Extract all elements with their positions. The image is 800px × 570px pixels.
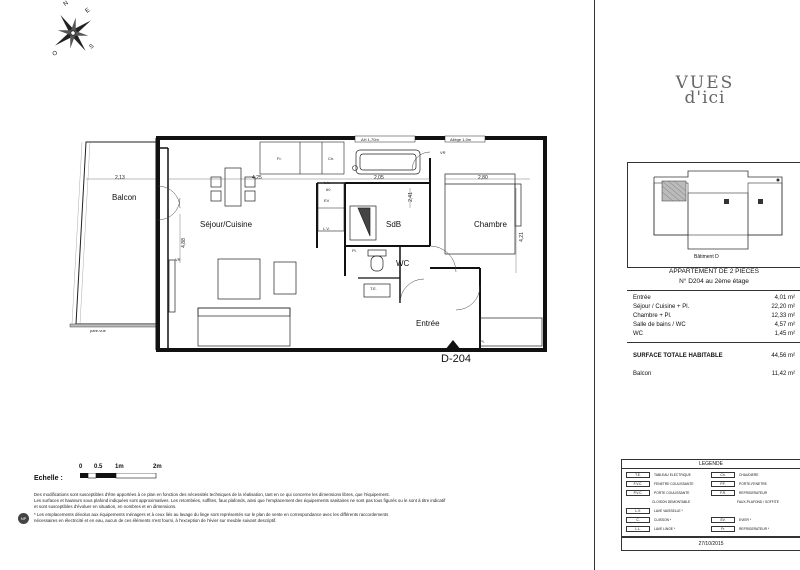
legend-code: P.F.: [711, 481, 735, 487]
fixture-te: T.E.: [370, 286, 377, 291]
surface-value: 1,45 m²: [774, 331, 795, 337]
legend-rows: [622, 469, 800, 534]
legend-item: [711, 490, 796, 496]
fixture-ev: EV: [324, 198, 330, 203]
apartment-title: APPARTEMENT DE 2 PIECES: [669, 268, 759, 275]
fixture-pl-2: Pl.: [480, 339, 485, 344]
balcon-value: 11,42 m²: [771, 371, 795, 377]
note-line: Des modifications sont susceptibles d'être apportées à ce plan en fonction des nécessités techniques de la réalisation, tant en ce qui concerne les dimensions libres, que l'équipement.: [34, 492, 390, 497]
total-rule: [627, 342, 800, 343]
dim-sejour-height: 4,88: [180, 238, 187, 248]
note-line: * Les emplacements dévolus aux équipements ménagers et à ceux liés au lavage du linge sont représentés sur le plan de vente en correspondance avec les différents raccordements: [34, 512, 389, 517]
room-label-balcon: Balcon: [112, 193, 137, 202]
surface-label: Chambre + Pl.: [633, 313, 672, 319]
date-box: [621, 537, 800, 551]
legend-code: F.R.: [711, 490, 735, 496]
legend-title: LEGENDE: [622, 460, 800, 469]
fixture-vr-2: VR: [440, 150, 446, 155]
balcon-label: Balcon: [633, 371, 652, 377]
legend-label: CUISSON *: [654, 517, 672, 522]
legend-item: [626, 500, 711, 504]
fixture-ll: L.L.: [324, 180, 331, 185]
surface-row: [627, 312, 800, 321]
scale-tick-0: 0: [79, 464, 83, 470]
surface-value: 4,01 m²: [774, 295, 795, 301]
legend-item: [626, 517, 711, 523]
legend-code: T.E.: [626, 472, 650, 478]
legend-item: [626, 472, 711, 478]
surface-label: Entrée: [633, 295, 651, 301]
legend-item: [711, 517, 796, 523]
key-plan-frame: [627, 162, 800, 268]
surface-label: Séjour / Cuisine + Pl.: [633, 304, 690, 310]
floor-plan: [60, 128, 560, 373]
legend-label: FENETRE COULISSANTE: [654, 481, 694, 486]
legend-label: EVIER *: [739, 517, 752, 522]
legend-label: LAVE LINGE *: [654, 526, 676, 531]
room-label-sdb: SdB: [386, 220, 402, 229]
apartment-subtitle: N° D204 au 2ème étage: [679, 278, 749, 285]
room-label-sejour: Séjour/Cuisine: [200, 220, 253, 229]
legend-row: [626, 479, 796, 488]
legend-row: [626, 506, 796, 515]
title-rule: [627, 290, 800, 291]
balcon-row: [627, 370, 800, 379]
balcony-area: [70, 142, 160, 327]
legend-item: [711, 472, 796, 478]
dim-sejour-width: 4,25: [252, 175, 262, 181]
date-label: 27/10/2015: [698, 541, 724, 547]
legend-code: EV.: [711, 517, 735, 523]
room-label-chambre: Chambre: [474, 220, 507, 229]
surface-row: [627, 294, 800, 303]
total-row: [627, 352, 800, 361]
fixture-val: 60: [326, 187, 331, 192]
surface-label: WC: [633, 331, 643, 337]
note-line: nécessaires en électricité et en eau, aucun de ces éléments n'est fourni, à l'exception de l'évier sur meuble suivant descriptif.: [34, 518, 277, 523]
surface-row: [627, 303, 800, 312]
scale-tick-2: 1m: [115, 464, 124, 470]
legend-row: [626, 524, 796, 533]
surface-value: 12,33 m²: [771, 313, 795, 319]
compass-o: O: [51, 50, 59, 58]
room-label-entree: Entrée: [416, 319, 440, 328]
legend-item: [626, 490, 711, 496]
legend-label: LAVE VAISSELLE *: [654, 508, 683, 513]
surface-value: 22,20 m²: [771, 304, 795, 310]
np-badge-text: NP: [20, 516, 27, 521]
fixture-pl-1: Pl.: [352, 248, 357, 253]
compass-rose: [28, 2, 118, 64]
compass-s: S: [88, 43, 96, 51]
legend-code: C.: [626, 517, 650, 523]
legend-code: Fr.: [711, 526, 735, 532]
legend-code: L.L.: [626, 526, 650, 532]
scale-bar: [80, 473, 170, 479]
legend-item: [626, 508, 711, 514]
notes-block: [34, 492, 594, 524]
surface-value: 4,57 m²: [774, 322, 795, 328]
scale-tick-3: 2m: [153, 464, 162, 470]
legend-box: [621, 459, 800, 537]
dim-sdb-height: 2,41: [407, 192, 414, 202]
brand-line-2: d'ici: [684, 88, 726, 108]
legend-label: REFRIGERATEUR *: [739, 526, 770, 531]
legend-code: L.V.: [626, 508, 650, 514]
legend-row: [626, 497, 796, 506]
surface-table: [627, 294, 800, 339]
brand-line-1: VUES: [675, 73, 735, 93]
legend-code: F.V.C.: [626, 481, 650, 487]
legend-label: TABLEAU ELECTRIQUE: [654, 472, 691, 477]
legend-label: REFRIGERATEUR: [739, 490, 767, 495]
surface-row: [627, 321, 800, 330]
legend-item: [711, 481, 796, 487]
legend-code: Ch.: [711, 472, 735, 478]
legend-label: FAUX-PLAFOND / SOFFITE: [737, 499, 779, 504]
legend-code: P.V.C.: [626, 490, 650, 496]
legend-row: [626, 488, 796, 497]
legend-row: [626, 470, 796, 479]
total-label: SURFACE TOTALE HABITABLE: [633, 353, 723, 359]
legend-row: [626, 515, 796, 524]
legend-label: CLOISON DEMONTABLE: [652, 499, 691, 504]
window-label-a: AH 1,70m: [361, 137, 379, 142]
surface-label: Salle de bains / WC: [633, 322, 686, 328]
room-label-wc: WC: [396, 259, 410, 268]
key-plan: [628, 163, 800, 267]
scale-tick-1: 0.5: [94, 464, 103, 470]
brand-logo: [655, 73, 755, 108]
note-line: Les surfaces et hauteurs sous plafond indiquées sont approximatives. Les retombées, soffites, faux plafonds, ainsi que l'emplacement des équipements sanitaires ne sont pas tous figurés ou le sont à titre indicatif: [34, 498, 446, 503]
legend-label: PORTE COULISSANTE: [654, 490, 690, 495]
dim-chambre-height: 4,21: [518, 232, 525, 242]
legend-item: [711, 526, 796, 532]
fixture-fr: Fr.: [277, 156, 282, 161]
surface-row: [627, 330, 800, 339]
legend-item: [711, 500, 796, 504]
total-value: 44,56 m²: [771, 353, 795, 359]
note-line: et sont susceptibles d'évoluer en situation, en nombres et en dimensions.: [34, 504, 177, 509]
window-label-b: Allège 1,0m: [450, 137, 472, 142]
compass-e: E: [84, 7, 92, 15]
legend-label: CHAUDIERE: [739, 472, 759, 477]
legend-label: PORTE-FENETRE: [739, 481, 767, 486]
np-badge: [18, 513, 29, 524]
key-plan-building-label: Bâtiment D: [694, 254, 719, 260]
dim-balcon-width: 2,13: [115, 175, 125, 181]
fixture-lv: L.V.: [323, 226, 330, 231]
dim-sdb-width: 2,05: [374, 175, 384, 181]
pare-vue-label: pare-vue: [90, 328, 106, 333]
apartment-code: D-204: [441, 353, 471, 365]
dim-chambre-width: 2,80: [478, 175, 488, 181]
fixture-ch: Ch.: [328, 156, 335, 161]
legend-item: [626, 481, 711, 487]
fixture-vr-1: VR: [175, 257, 181, 262]
compass-n: N: [62, 0, 70, 8]
scale-label: Echelle :: [34, 475, 63, 482]
panel-divider: [594, 0, 595, 570]
legend-item: [626, 526, 711, 532]
